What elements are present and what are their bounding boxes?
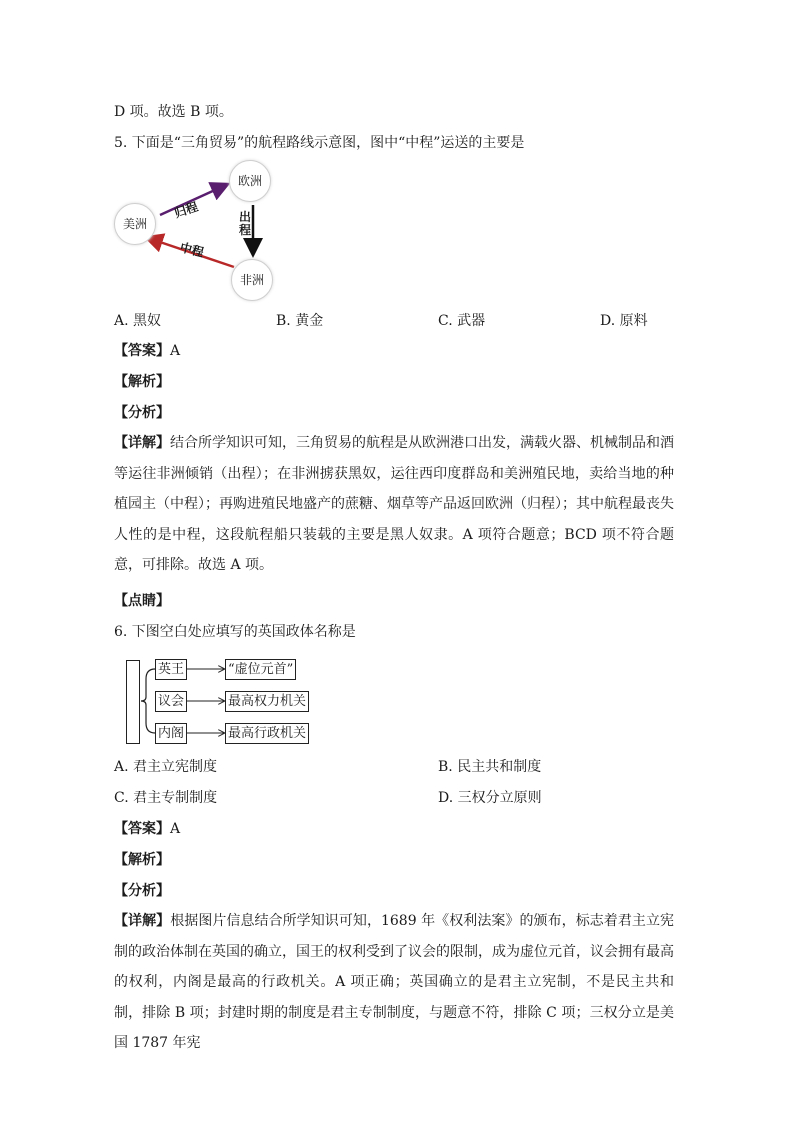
- previous-question-conclusion: D 项。故选 B 项。: [114, 104, 233, 120]
- q5-fenxi-heading: 【分析】: [114, 405, 170, 421]
- q5-option-d: D. 原料: [600, 313, 648, 329]
- node-africa: 非洲: [231, 259, 273, 301]
- box-parliament: 议会: [155, 691, 187, 712]
- box-king: 英王: [155, 659, 187, 680]
- label-outbound: 出程: [239, 210, 252, 237]
- question-6-stem: 6. 下图空白处应填写的英国政体名称是: [114, 624, 356, 640]
- box-cabinet: 内阁: [155, 723, 187, 744]
- question-5-stem: 5. 下面是“三角贸易”的航程路线示意图，图中“中程”运送的主要是: [114, 135, 525, 151]
- q6-detail: 【详解】根据图片信息结合所学知识可知，1689 年《权利法案》的颁布，标志着君主立宪制的政治体制在英国的确立，国王的权利受到了议会的限制，成为虚位元首，议会拥有最高的权利，内阁是最高的行政机关。A 项正确；英国确立的是君主立宪制，不是民主共和制，排除 B 项；封建时期的制度是君主专制制度，与题意不符，排除 C 项；三权分立是美国 1787 年宪: [114, 913, 675, 1051]
- q6-option-a: A. 君主立宪制度: [114, 759, 218, 775]
- q5-option-a: A. 黑奴: [114, 313, 162, 329]
- q5-option-b: B. 黄金: [276, 313, 324, 329]
- q5-option-c: C. 武器: [438, 313, 486, 329]
- q5-detail: 【详解】结合所学知识可知，三角贸易的航程是从欧洲港口出发，满载火器、机械制品和酒等运往非洲倾销（出程）；在非洲掳获黑奴，运往西印度群岛和美洲殖民地，卖给当地的种植园主（中程）；再购进殖民地盛产的蔗糖、烟草等产品返回欧洲（归程）；其中航程最丧失人性的是中程，这段航程船只装载的主要是黑人奴隶。A 项符合题意；BCD 项不符合题意，可排除。故选 A 项。: [114, 435, 674, 573]
- node-europe: 欧洲: [229, 160, 271, 202]
- label-return: 归程: [172, 199, 200, 221]
- node-america: 美洲: [114, 203, 156, 245]
- q5-analysis-heading: 【解析】: [114, 374, 170, 390]
- box-highest-executive: 最高行政机关: [225, 723, 309, 744]
- box-highest-power: 最高权力机关: [225, 691, 309, 712]
- triangle-trade-diagram: [110, 155, 290, 305]
- box-figurehead: “虚位元首”: [225, 659, 296, 680]
- brace: [141, 669, 155, 733]
- q6-option-d: D. 三权分立原则: [438, 790, 542, 806]
- q6-fenxi-heading: 【分析】: [114, 883, 170, 899]
- q5-dianjing-heading: 【点睛】: [114, 593, 170, 609]
- label-middle: 中程: [178, 240, 206, 260]
- british-government-diagram: [124, 657, 324, 747]
- q6-answer: 【答案】A: [114, 821, 181, 837]
- q6-option-c: C. 君主专制制度: [114, 790, 218, 806]
- q6-analysis-heading: 【解析】: [114, 852, 170, 868]
- q5-answer: 【答案】A: [114, 343, 181, 359]
- q6-option-b: B. 民主共和制度: [438, 759, 542, 775]
